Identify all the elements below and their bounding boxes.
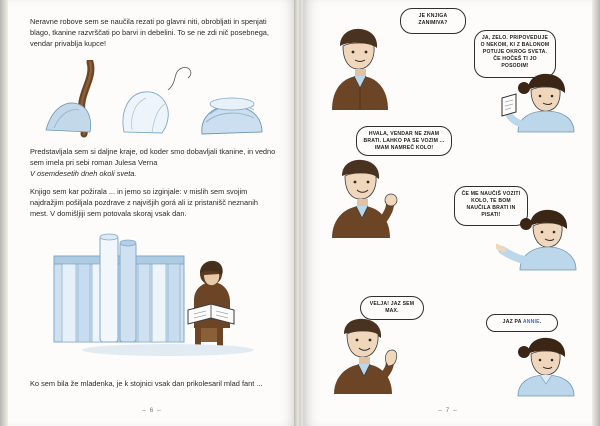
paragraph-2-text: Predstavljala sem si daljne kraje, od koder smo dobavljali tkanine, in vedno sem imela pri sebi roman Julesa Verna xyxy=(30,147,276,167)
right-page-folio: – 7 – xyxy=(438,407,458,414)
book-title-italic: V osemdesetih dneh okoli sveta. xyxy=(30,169,137,178)
speech-bubble-ja-zelo: JA, ZELO. PRIPOVEDUJE O NEKOM, KI Z BALONOM POTUJE OKROG SVETA. ČE HOČEŠ TI JO POSODIM! xyxy=(474,30,556,78)
figure-man-panel-3 xyxy=(322,318,400,396)
paragraph-2 xyxy=(30,146,278,179)
annie-name-highlight: ANNIE xyxy=(522,319,540,325)
left-page-folio: – 6 – xyxy=(142,407,162,414)
figure-man-panel-1 xyxy=(318,26,396,112)
paragraph-1: Neravne robove sem se naučila rezati po glavni niti, obrobljati in spenjati blago, tkanine razvrščati po barvi in debelini. To se ne zdi nič posebnega, vendar privablja kupce! xyxy=(30,17,269,48)
left-page-edge xyxy=(0,0,8,426)
speech-bubble-ce-me-naucis: ČE ME NAUČIŠ VOZITI KOLO, TE BOM NAUČILA BRATI IN PISATI! xyxy=(454,186,528,226)
paragraph-4: Ko sem bila že mladenka, je k stojnici vsak dan prikolesaril mlad fant ... xyxy=(30,379,263,388)
speech-bubble-je-knjiga-zanimiva: JE KNJIGA ZANIMIVA? xyxy=(400,8,466,34)
fabric-bolts-illustration xyxy=(32,60,276,138)
speech-bubble-jaz-pa-annie: JAZ PA ANNIE. xyxy=(486,314,558,332)
speech-bubble-hvala: HVALA, VENDAR NE ZNAM BRATI. LAHKO PA SE VOZIM ... IMAM NAMREČ KOLO! xyxy=(356,126,452,156)
figure-woman-panel-1 xyxy=(500,72,580,134)
left-page xyxy=(8,0,296,426)
figure-woman-panel-2 xyxy=(496,206,582,272)
market-stall-illustration xyxy=(48,228,264,366)
speech-bubble-veljaj: VELJA! JAZ SEM MAX. xyxy=(360,296,424,320)
right-page-edge xyxy=(592,0,600,426)
right-page xyxy=(304,0,592,426)
comic-strip xyxy=(304,0,592,426)
figure-man-panel-2 xyxy=(320,158,398,240)
figure-woman-panel-3 xyxy=(498,336,580,398)
paragraph-3: Knjigo sem kar požirala ... in jemo so izginjale: v mislih sem svojim najdražjim pošiljala pozdrave z najvišjih gorá ali iz pristanišč neznanih mest. V domišljiji sem potovala skoraj vsak dan. xyxy=(30,187,258,218)
